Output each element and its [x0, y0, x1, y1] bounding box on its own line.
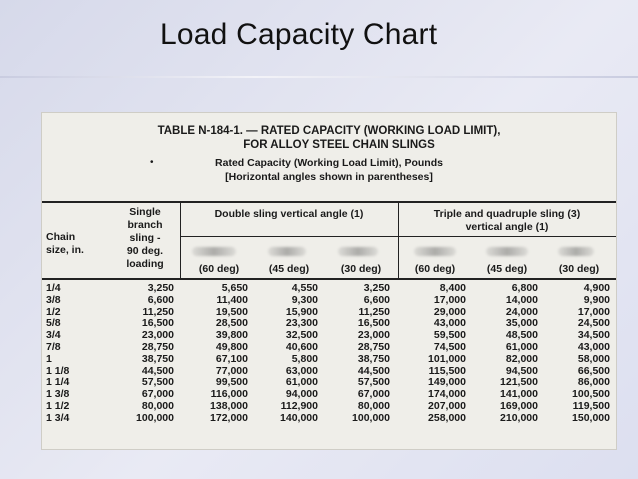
blurred-text	[338, 247, 378, 256]
header-single-2: branch	[127, 219, 163, 231]
cell-triple-45: 14,000	[505, 293, 538, 306]
cell-single: 16,500	[141, 317, 174, 330]
cell-chain-size: 1/2	[46, 305, 61, 318]
cell-double-45: 40,600	[285, 340, 318, 353]
cell-single: 80,000	[141, 399, 174, 412]
cell-triple-60: 149,000	[428, 376, 466, 389]
group-underline-triple	[398, 236, 616, 237]
cell-double-30: 11,250	[358, 305, 390, 318]
cell-triple-45: 24,000	[505, 305, 538, 318]
blurred-text	[414, 247, 456, 256]
cell-double-60: 138,000	[210, 399, 248, 412]
cell-double-30: 6,600	[363, 293, 390, 306]
cell-triple-45: 61,000	[505, 340, 538, 353]
cell-double-30: 44,500	[357, 364, 390, 377]
header-angle-double-60: (60 deg)	[198, 263, 240, 275]
cell-triple-45: 141,000	[500, 388, 538, 401]
header-angle-triple-45: (45 deg)	[486, 263, 528, 275]
table-row	[42, 295, 616, 307]
cell-triple-60: 8,400	[439, 282, 466, 294]
cell-triple-60: 101,000	[428, 352, 466, 365]
header-double-group: Double sling vertical angle (1)	[214, 208, 364, 220]
cell-triple-45: 210,000	[500, 411, 538, 424]
cell-double-45: 94,000	[285, 388, 318, 401]
cell-triple-45: 94,500	[505, 364, 538, 377]
table-caption-line1: TABLE N-184-1. — RATED CAPACITY (WORKING LOAD LIMIT),	[157, 125, 501, 137]
cell-chain-size: 5/8	[46, 317, 61, 330]
cell-triple-60: 74,500	[433, 340, 466, 353]
cell-double-60: 172,000	[210, 411, 248, 424]
cell-double-45: 15,900	[285, 305, 318, 318]
header-angle-triple-30: (30 deg)	[558, 263, 600, 275]
cell-double-60: 28,500	[215, 317, 248, 330]
cell-double-45: 5,800	[291, 352, 318, 365]
cell-double-60: 11,400	[216, 293, 248, 306]
cell-double-30: 80,000	[357, 399, 390, 412]
blurred-text	[486, 247, 528, 256]
cell-double-30: 57,500	[357, 376, 390, 389]
cell-double-45: 61,000	[285, 376, 318, 389]
header-single-5: loading	[126, 258, 164, 270]
header-bottom-rule	[42, 278, 616, 280]
cell-triple-60: 174,000	[428, 388, 466, 401]
header-angle-double-45: (45 deg)	[268, 263, 310, 275]
cell-triple-30: 9,900	[583, 293, 610, 306]
table-caption-line2: FOR ALLOY STEEL CHAIN SLINGS	[243, 139, 435, 151]
cell-double-30: 38,750	[357, 352, 390, 365]
cell-single: 11,250	[142, 305, 174, 318]
cell-double-45: 112,900	[280, 399, 318, 412]
header-angle-double-30: (30 deg)	[340, 263, 382, 275]
cell-double-45: 9,300	[291, 293, 318, 306]
cell-single: 3,250	[147, 282, 174, 294]
cell-triple-30: 24,500	[577, 317, 610, 330]
cell-single: 67,000	[141, 388, 174, 401]
cell-triple-45: 82,000	[505, 352, 538, 365]
cell-double-30: 3,250	[363, 282, 390, 294]
header-chain-size-1: Chain	[46, 231, 76, 243]
cell-single: 100,000	[136, 411, 174, 424]
cell-single: 57,500	[141, 376, 174, 389]
scan-speck: •	[150, 157, 154, 168]
cell-triple-30: 119,500	[572, 399, 610, 412]
group-underline-double	[180, 236, 398, 237]
cell-chain-size: 3/4	[46, 329, 61, 342]
cell-triple-60: 59,500	[433, 329, 466, 342]
cell-chain-size: 3/8	[46, 293, 61, 306]
title-divider	[0, 76, 638, 78]
table-caption-line3: Rated Capacity (Working Load Limit), Pounds	[215, 157, 443, 169]
cell-single: 44,500	[141, 364, 174, 377]
cell-triple-45: 35,000	[505, 317, 538, 330]
table-row	[42, 342, 616, 354]
cell-double-60: 19,500	[215, 305, 248, 318]
cell-double-60: 116,000	[210, 388, 248, 401]
cell-triple-60: 43,000	[433, 317, 466, 330]
header-triple-group-2: vertical angle (1)	[465, 221, 549, 233]
cell-double-60: 39,800	[215, 329, 248, 342]
cell-triple-30: 58,000	[577, 352, 610, 365]
cell-double-30: 23,000	[357, 329, 390, 342]
blurred-text	[192, 247, 236, 256]
scanned-table-image	[42, 113, 616, 449]
cell-triple-30: 4,900	[583, 282, 610, 294]
cell-triple-30: 86,000	[577, 376, 610, 389]
cell-triple-30: 43,000	[577, 340, 610, 353]
header-single-1: Single	[129, 206, 161, 218]
cell-chain-size: 1 1/4	[46, 376, 70, 389]
cell-chain-size: 1/4	[46, 282, 61, 294]
table-row	[42, 401, 616, 413]
cell-single: 28,750	[141, 340, 174, 353]
blurred-text	[558, 247, 594, 256]
cell-triple-45: 48,500	[505, 329, 538, 342]
cell-double-60: 67,100	[215, 352, 248, 365]
cell-chain-size: 1 3/8	[46, 388, 70, 401]
cell-double-45: 140,000	[280, 411, 318, 424]
cell-single: 6,600	[147, 293, 174, 306]
cell-double-30: 16,500	[357, 317, 390, 330]
cell-chain-size: 1	[46, 352, 52, 365]
cell-double-45: 23,300	[285, 317, 318, 330]
cell-triple-60: 258,000	[428, 411, 466, 424]
cell-triple-60: 207,000	[428, 399, 466, 412]
cell-triple-45: 169,000	[500, 399, 538, 412]
cell-double-60: 49,800	[215, 340, 248, 353]
cell-double-30: 28,750	[357, 340, 390, 353]
cell-triple-30: 150,000	[572, 411, 610, 424]
header-triple-group-1: Triple and quadruple sling (3)	[433, 208, 581, 220]
table-caption-line4: [Horizontal angles shown in parentheses]	[225, 171, 433, 183]
cell-double-30: 100,000	[352, 411, 390, 424]
cell-triple-30: 66,500	[577, 364, 610, 377]
header-single-3: sling -	[129, 232, 161, 244]
cell-chain-size: 7/8	[46, 340, 61, 353]
cell-triple-45: 121,500	[500, 376, 538, 389]
table-row	[42, 354, 616, 366]
cell-triple-45: 6,800	[511, 282, 538, 294]
cell-double-30: 67,000	[357, 388, 390, 401]
cell-chain-size: 1 3/4	[46, 411, 70, 424]
cell-chain-size: 1 1/2	[46, 399, 70, 412]
cell-triple-60: 115,500	[428, 364, 466, 377]
table-row	[42, 413, 616, 425]
header-chain-size-2: size, in.	[46, 244, 84, 256]
cell-double-60: 77,000	[215, 364, 248, 377]
header-top-rule	[42, 201, 616, 203]
cell-chain-size: 1 1/8	[46, 364, 70, 377]
header-single-4: 90 deg.	[126, 245, 164, 257]
slide-title: Load Capacity Chart	[160, 18, 438, 51]
cell-double-45: 63,000	[285, 364, 318, 377]
cell-double-60: 99,500	[215, 376, 248, 389]
cell-double-45: 4,550	[291, 282, 318, 294]
table-body	[42, 283, 616, 425]
blurred-text	[268, 247, 306, 256]
cell-double-60: 5,650	[221, 282, 248, 294]
cell-triple-30: 34,500	[577, 329, 610, 342]
cell-single: 23,000	[141, 329, 174, 342]
header-angle-triple-60: (60 deg)	[414, 263, 456, 275]
cell-triple-30: 100,500	[572, 388, 610, 401]
cell-single: 38,750	[141, 352, 174, 365]
cell-triple-60: 29,000	[433, 305, 466, 318]
cell-double-45: 32,500	[285, 329, 318, 342]
cell-triple-30: 17,000	[577, 305, 610, 318]
cell-triple-60: 17,000	[433, 293, 466, 306]
